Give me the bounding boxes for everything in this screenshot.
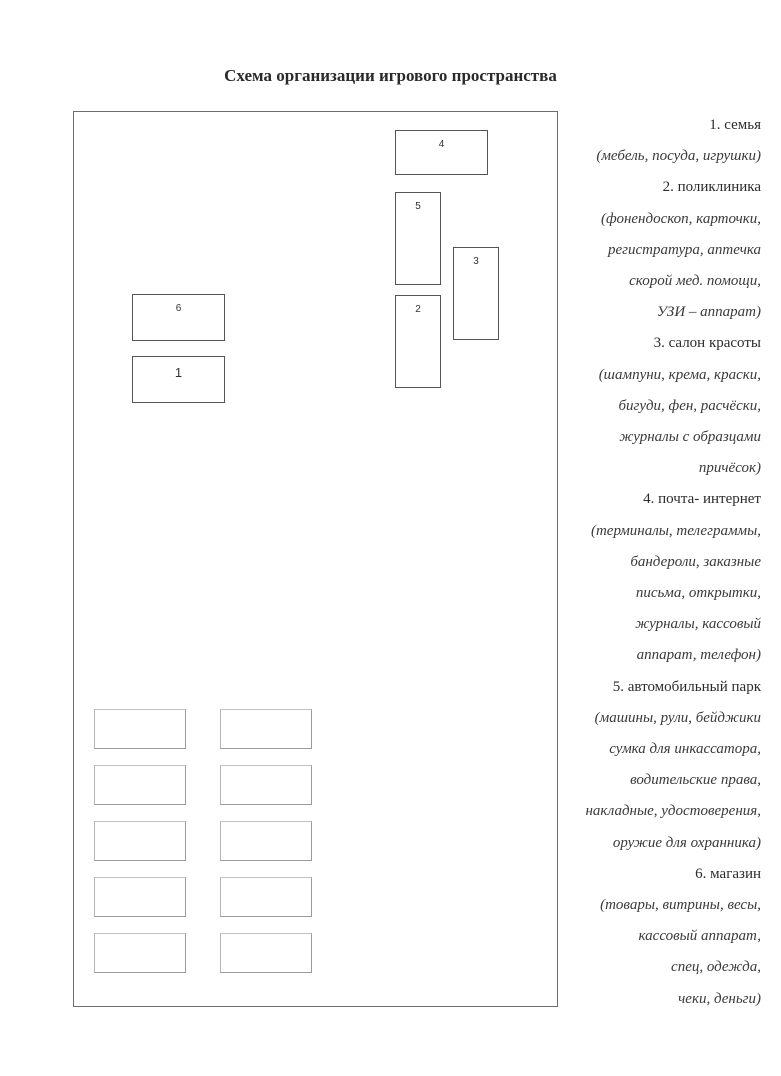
legend-item-6-title: 6. магазин (695, 865, 761, 882)
diagram-title: Схема организации игрового пространства (224, 66, 557, 85)
desk (220, 709, 312, 749)
desk (94, 765, 186, 805)
legend (531, 110, 761, 1015)
desk (220, 821, 312, 861)
legend-item-5-title: 5. автомобильный парк (612, 678, 761, 695)
legend-item-2-equipment: регистратура, аптечка (607, 241, 761, 258)
desk (220, 933, 312, 973)
legend-item-1-title: 1. семья (709, 117, 761, 133)
legend-item-2-equipment: скорой мед. помощи, (629, 273, 761, 290)
zone-6-shop (132, 294, 225, 341)
legend-item-4-equipment: аппарат, телефон) (636, 647, 761, 664)
legend-item-5-equipment: водительские права, (630, 772, 761, 789)
legend-item-2-equipment: УЗИ – аппарат) (656, 304, 761, 321)
desk (220, 877, 312, 917)
legend-item-5-equipment: оружие для охранника) (612, 834, 761, 851)
legend-item-6-equipment: кассовый аппарат, (638, 928, 761, 945)
legend-item-3-equipment: журналы с образцами (619, 429, 761, 446)
play-room-outline (73, 111, 558, 1007)
legend-item-5-equipment: (машины, рули, бейджики (594, 709, 761, 726)
legend-item-2-equipment: (фонендоскоп, карточки, (601, 210, 761, 227)
zone-5-label: 5 (415, 201, 421, 212)
desk (94, 933, 186, 973)
legend-item-4-equipment: письма, открытки, (635, 585, 761, 602)
legend-item-3-title: 3. салон красоты (653, 335, 761, 352)
desk (94, 877, 186, 917)
legend-item-1-equipment: (мебель, посуда, игрушки) (596, 148, 761, 165)
legend-item-4-equipment: журналы, кассовый (635, 616, 761, 633)
legend-item-5-equipment: накладные, удостоверения, (585, 803, 761, 820)
zone-6-label: 6 (175, 303, 182, 314)
zone-2-clinic (395, 295, 441, 388)
zone-5-car-park (395, 192, 441, 285)
legend-item-6-equipment: чеки, деньги) (678, 990, 761, 1007)
legend-item-3-equipment: (шампуни, крема, краски, (598, 366, 761, 383)
zone-3-label: 3 (473, 256, 479, 267)
desk (220, 765, 312, 805)
zone-4-post-office (395, 130, 488, 175)
legend-item-4-equipment: бандероли, заказные (630, 553, 761, 570)
zone-4-label: 4 (438, 139, 445, 150)
legend-item-5-equipment: сумка для инкассатора, (609, 741, 761, 758)
legend-item-4-title: 4. почта- интернет (643, 491, 761, 508)
zone-3-beauty-salon (453, 247, 499, 340)
legend-item-3-equipment: бигуди, фен, расчёски, (618, 397, 761, 414)
legend-item-6-equipment: (товары, витрины, весы, (600, 897, 761, 914)
zone-2-label: 2 (415, 304, 421, 315)
zone-1-label: 1 (174, 365, 183, 380)
desk (94, 709, 186, 749)
legend-item-2-title: 2. поликлиника (662, 179, 761, 196)
legend-item-4-equipment: (терминалы, телеграммы, (590, 522, 761, 539)
legend-item-6-equipment: спец, одежда, (671, 959, 761, 976)
zone-1-family (132, 356, 225, 403)
legend-item-3-equipment: причёсок) (698, 460, 761, 477)
desk (94, 821, 186, 861)
